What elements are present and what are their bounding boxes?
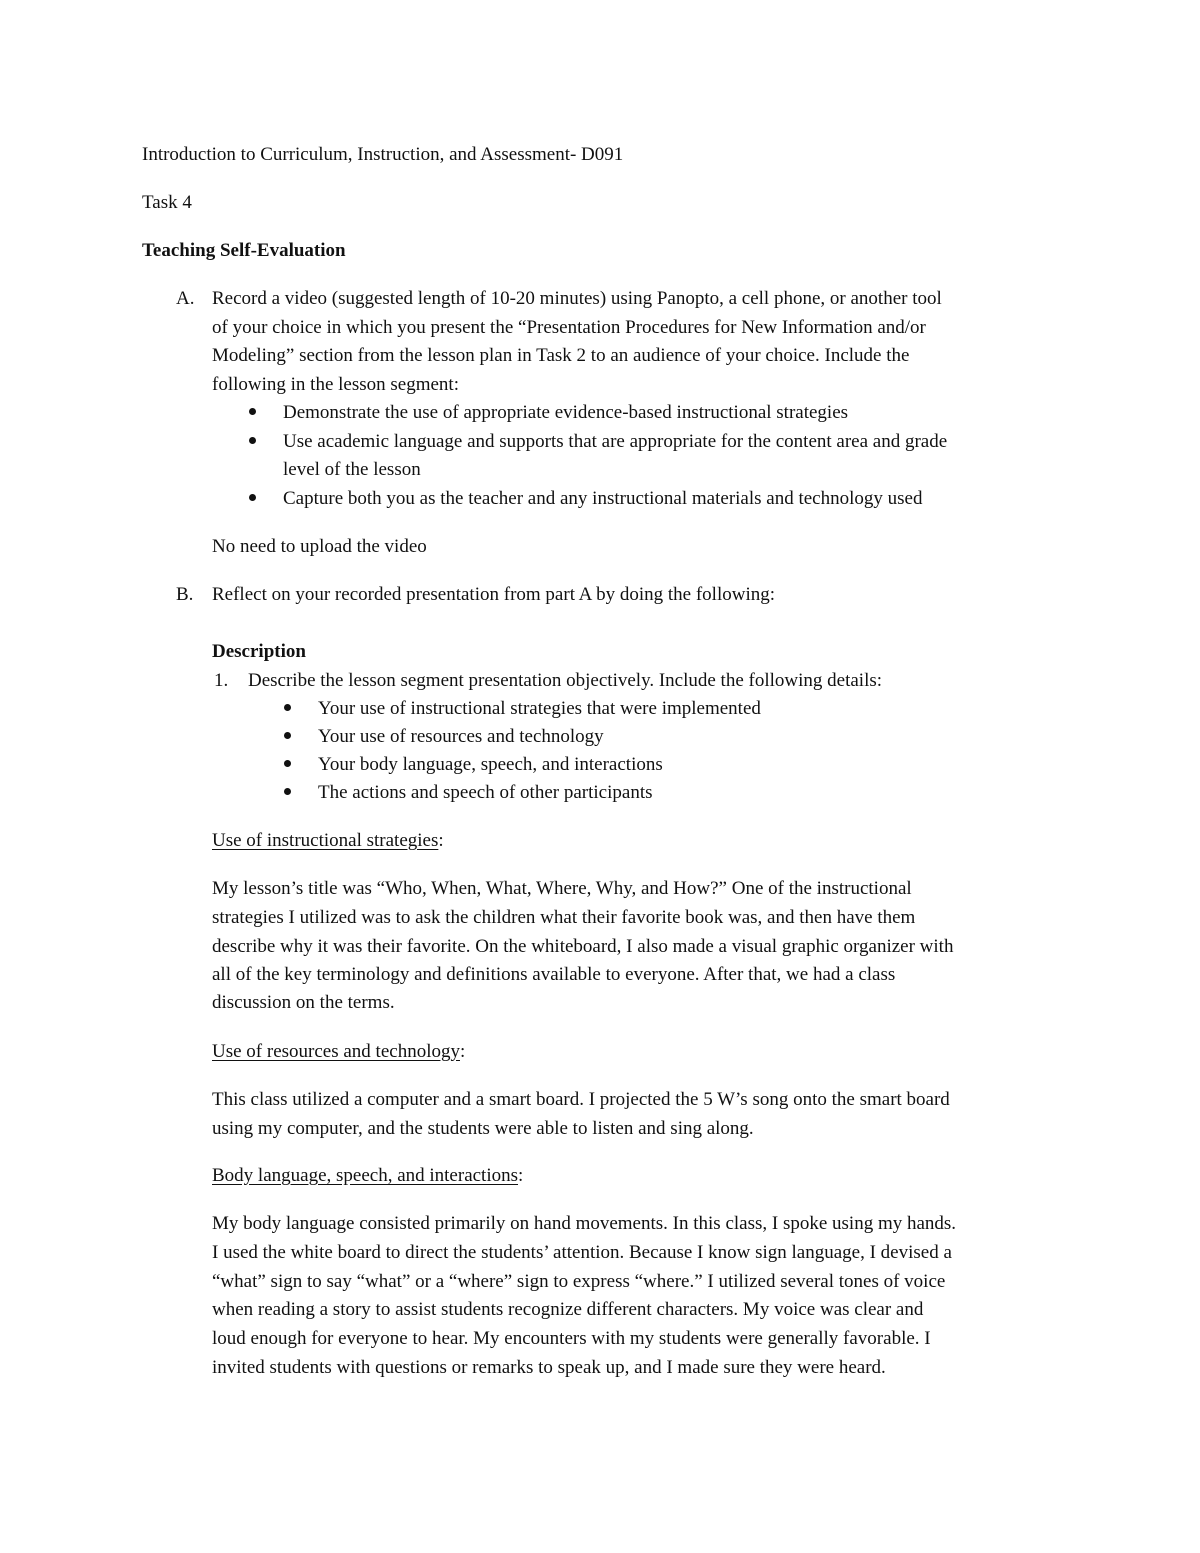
- bullet-icon: [284, 788, 291, 795]
- heading-colon: :: [518, 1165, 524, 1186]
- heading-colon: :: [438, 830, 444, 851]
- part-a-line: Record a video (suggested length of 10-20 minutes) using Panopto, a cell phone, or another tool: [212, 288, 942, 309]
- resources-heading: [212, 1040, 465, 1064]
- strategies-paragraph-line: discussion on the terms.: [212, 992, 395, 1013]
- part-a-line: Modeling” section from the lesson plan in Task 2 to an audience of your choice. Include the: [212, 345, 910, 366]
- bullet-icon: [249, 494, 256, 501]
- body-language-paragraph-line: invited students with questions or remarks to speak up, and I made sure they were heard.: [212, 1357, 886, 1378]
- strategies-paragraph-line: strategies I utilized was to ask the children what their favorite book was, and then have them: [212, 907, 916, 928]
- body-language-paragraph-line: when reading a story to assist students recognize different characters. My voice was clear and: [212, 1299, 924, 1320]
- resources-paragraph-line: using my computer, and the students were able to listen and sing along.: [212, 1118, 754, 1139]
- bullet-icon: [284, 760, 291, 767]
- description-item: Describe the lesson segment presentation objectively. Include the following details:: [248, 670, 883, 691]
- task-label: Task 4: [142, 192, 192, 213]
- description-heading: Description: [212, 641, 306, 662]
- bullet-icon: [284, 704, 291, 711]
- description-bullet: The actions and speech of other participants: [318, 782, 653, 803]
- part-a-bullet: Use academic language and supports that are appropriate for the content area and grade: [283, 431, 948, 452]
- description-bullet: Your body language, speech, and interactions: [318, 754, 663, 775]
- bullet-icon: [249, 408, 256, 415]
- upload-note: No need to upload the video: [212, 536, 427, 557]
- bullet-icon: [284, 732, 291, 739]
- part-a-bullet: Capture both you as the teacher and any instructional materials and technology used: [283, 488, 923, 509]
- part-a-bullet: Demonstrate the use of appropriate evidence-based instructional strategies: [283, 402, 849, 423]
- strategies-paragraph-line: all of the key terminology and definitions available to everyone. After that, we had a class: [212, 964, 896, 985]
- heading-colon: :: [459, 1041, 466, 1062]
- body-language-paragraph-line: loud enough for everyone to hear. My encounters with my students were generally favorable. I: [212, 1328, 931, 1349]
- body-language-paragraph-line: My body language consisted primarily on hand movements. In this class, I spoke using my hands.: [212, 1213, 957, 1234]
- strategies-heading-text: Use of instructional strategies: [212, 830, 439, 851]
- strategies-heading: [212, 829, 444, 853]
- strategies-paragraph-line: My lesson’s title was “Who, When, What, Where, Why, and How?” One of the instructional: [212, 878, 912, 899]
- section-heading: Teaching Self-Evaluation: [142, 240, 346, 261]
- document-header-title: Introduction to Curriculum, Instruction, and Assessment- D091: [142, 144, 624, 165]
- body-language-paragraph-line: I used the white board to direct the students’ attention. Because I know sign language, I devised a: [212, 1242, 952, 1263]
- resources-paragraph-line: This class utilized a computer and a smart board. I projected the 5 W’s song onto the smart board: [212, 1089, 950, 1110]
- bullet-icon: [249, 437, 256, 444]
- part-b-line: Reflect on your recorded presentation from part A by doing the following:: [212, 584, 775, 605]
- body-language-heading: [212, 1164, 523, 1188]
- list-marker-b: B.: [176, 584, 194, 605]
- description-bullet: Your use of instructional strategies that were implemented: [318, 698, 761, 719]
- resources-heading-text: Use of resources and technology: [212, 1041, 460, 1062]
- list-marker-a: A.: [176, 288, 195, 309]
- description-bullet: Your use of resources and technology: [318, 726, 604, 747]
- part-a-line: of your choice in which you present the “Presentation Procedures for New Information and/or: [212, 317, 926, 338]
- part-a-bullet-continued: level of the lesson: [283, 459, 421, 480]
- list-marker-1: 1.: [214, 670, 229, 691]
- part-a-line: following in the lesson segment:: [212, 374, 459, 395]
- body-language-heading-text: Body language, speech, and interactions: [212, 1165, 519, 1186]
- strategies-paragraph-line: describe why it was their favorite. On the whiteboard, I also made a visual graphic organizer with: [212, 936, 954, 957]
- body-language-paragraph-line: “what” sign to say “what” or a “where” sign to express “where.” I utilized several tones of voice: [212, 1271, 946, 1292]
